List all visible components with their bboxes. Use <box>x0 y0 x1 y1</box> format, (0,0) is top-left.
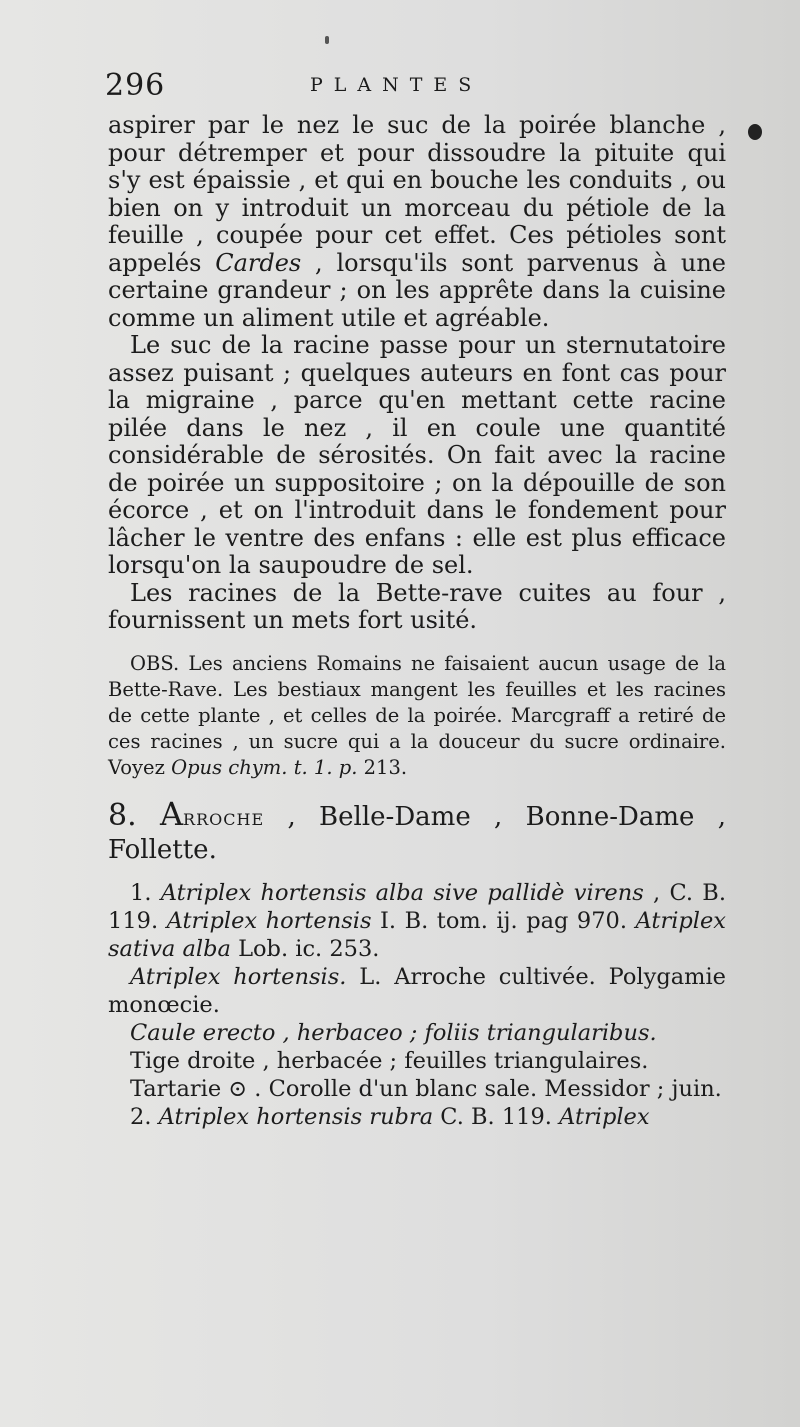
note-ref-end: 213. <box>363 755 408 779</box>
p1-italic: Cardes <box>215 248 302 277</box>
entry-2 <box>108 1103 726 1131</box>
running-head <box>105 68 745 108</box>
entry-list <box>108 879 726 1131</box>
entry-1-latin-e: Caule erecto , herbaceo ; foliis triangularibus. <box>130 1019 657 1046</box>
note-ref: Opus chym. t. 1. p. <box>171 755 358 779</box>
obs-note <box>108 651 726 781</box>
entry-1-number: 1. <box>130 879 152 906</box>
section-heading <box>108 794 726 865</box>
entry-1-ref-b: I. B. tom. ij. pag 970. <box>380 907 628 934</box>
entry-1-ref-a: , C. B. 119. <box>108 879 726 934</box>
section-title-rest: , Belle-Dame , Bonne-Dame , Follette. <box>108 801 726 865</box>
entry-1-habitat: Tartarie ⊙ . Corolle d'un blanc sale. Messidor ; juin. <box>130 1075 722 1102</box>
entry-2-number: 2. <box>130 1103 152 1130</box>
ink-blot <box>748 124 762 140</box>
entry-1-linnaeus <box>108 963 726 1019</box>
section-name: RROCHE <box>183 809 265 829</box>
entry-1-latin-desc <box>108 1019 726 1047</box>
p1-end: , lorsqu'ils sont parvenus à une certaine grandeur ; on les apprête dans la cuisine comme un aliment utile et agréable. <box>108 248 726 332</box>
entry-2-latin-a: Atriplex hortensis rubra <box>158 1103 434 1130</box>
entry-2-ref-a: C. B. 119. <box>440 1103 552 1130</box>
paragraph-2: Le suc de la racine passe pour un sternutatoire assez puisant ; quelques auteurs en font cas pour la migraine , parce qu'en mettant cette racine pilée dans le nez , il en coule une quantité considérable de sérosités. On fait avec la racine de poirée un suppositoire ; on la dépouille de son écorce , et on l'introduit dans le fondement pour lâcher le ventre des enfans : elle est plus efficace lorsqu'on la saupoudre de sel. <box>108 331 726 579</box>
entry-1-ref-c: Lob. ic. 253. <box>238 935 380 962</box>
note-text: OBS. Les anciens Romains ne faisaient aucun usage de la Bette-Rave. Les bestiaux mangent les feuilles et les racines de cette plante , et celles de la poirée. Marcgraff a retiré de ces racines , un sucre qui a la douceur du sucre ordinaire. Voyez <box>108 651 726 779</box>
entry-1-desc: Tige droite , herbacée ; feuilles triangulaires. <box>130 1047 649 1074</box>
running-title: PLANTES <box>310 74 483 96</box>
section-initial: A <box>159 794 184 833</box>
entry-1-latin-c: Atriplex sativa alba <box>108 907 726 962</box>
paragraph-3: Les racines de la Bette-rave cuites au four , fournissent un mets fort usité. <box>108 578 726 634</box>
p1-text: aspirer par le nez le suc de la poirée blanche , pour détremper et pour dissoudre la pituite qui s'y est épaissie , et qui en bouche les conduits , ou bien on y introduit un morceau du pétiole de la feuille , coupée pour cet effet. Ces pétioles sont appelés <box>108 111 726 277</box>
entry-1-latin-b: Atriplex hortensis <box>166 907 372 934</box>
ink-mark <box>325 36 329 44</box>
entry-1-french-name: L. Arroche cultivée. Polygamie monœcie. <box>108 963 726 1018</box>
section-number: 8. <box>108 797 137 833</box>
entry-1-latin-a: Atriplex hortensis alba sive pallidè virens <box>160 879 644 906</box>
entry-1-latin-d: Atriplex hortensis. <box>130 963 347 990</box>
page-number: 296 <box>105 68 166 103</box>
entry-1 <box>108 879 726 963</box>
entry-2-latin-b: Atriplex <box>559 1103 650 1130</box>
paragraph-1 <box>108 112 726 332</box>
page-content <box>108 112 726 1131</box>
